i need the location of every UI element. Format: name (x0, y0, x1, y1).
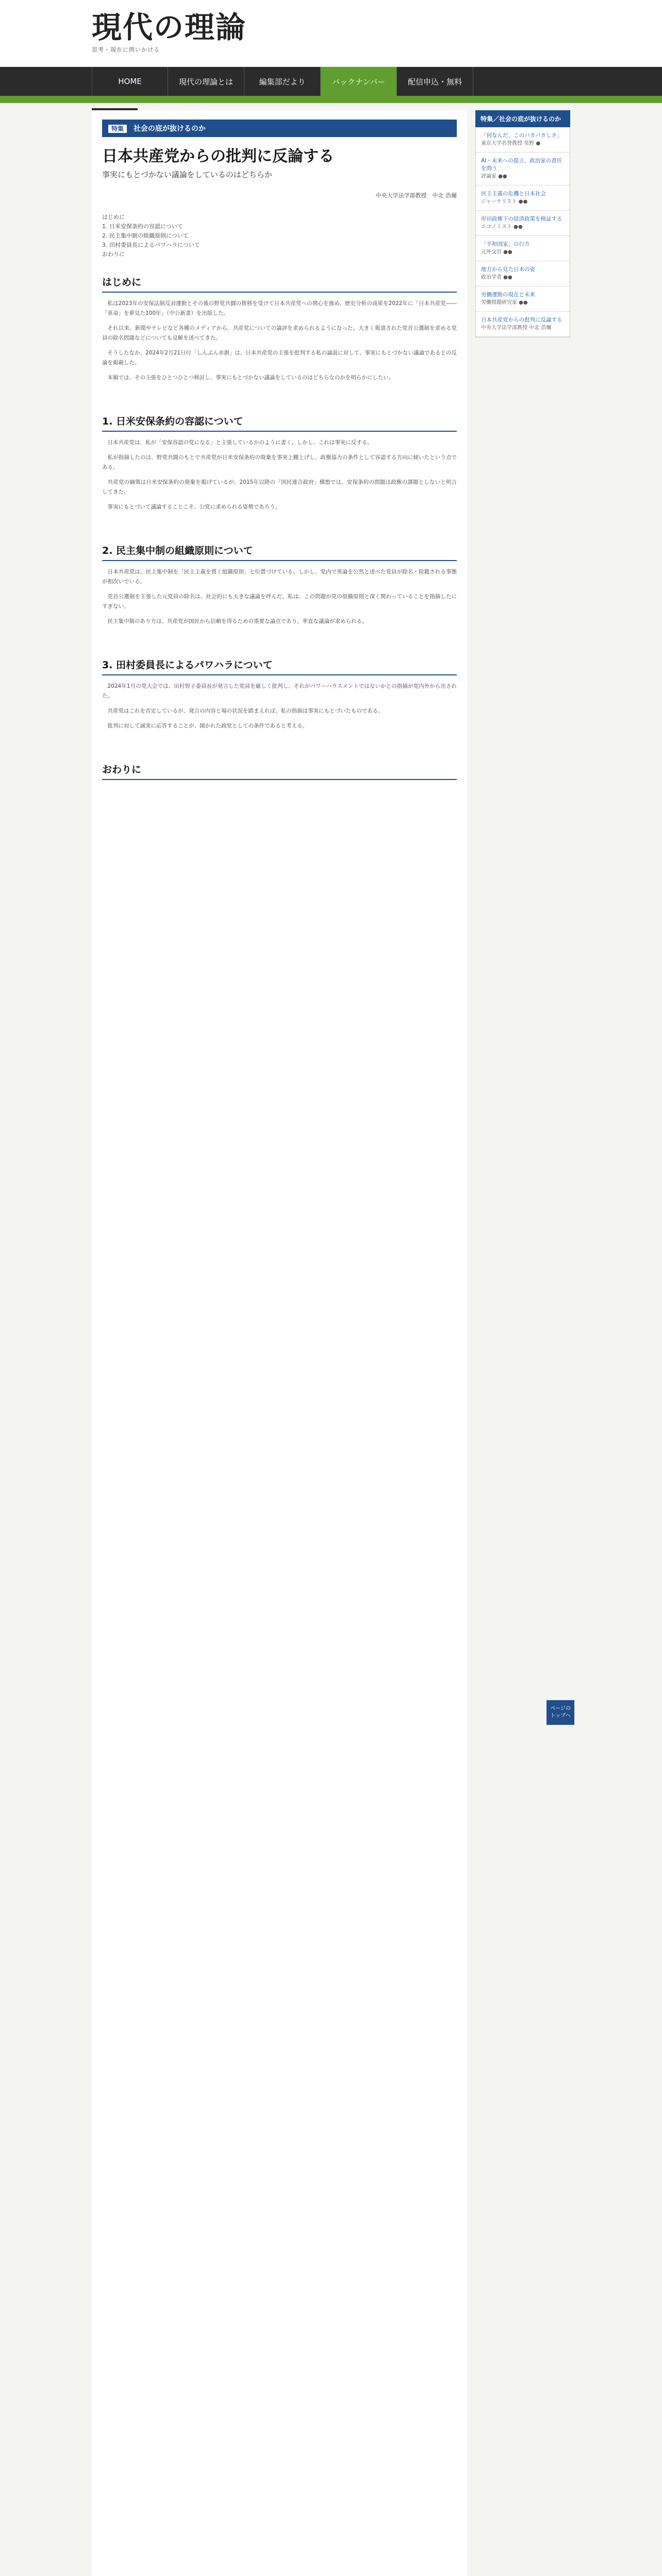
paragraph: 日本共産党は、私が「安保容認の党になる」と主張しているかのように書く。しかし、これは事実に反する。 (107, 439, 373, 446)
nav-subscribe[interactable]: 配信申込・無料 (397, 67, 473, 96)
paragraph: 本稿では、その主張をひとつひとつ検討し、事実にもとづかない議論をしているのはどちらなのかを明らかにしたい。 (107, 375, 394, 381)
paragraph: 批判に対して誠実に応答することが、開かれた政党としての条件であると考える。 (107, 723, 308, 729)
sidebar-item[interactable] (476, 211, 570, 236)
sidebar-item[interactable] (476, 185, 570, 211)
section-heading: 1. 日米安保条約の容認について (102, 414, 457, 432)
paragraph: 民主集中制のあり方は、共産党が国民から信頼を得るための重要な論点であり、率直な議論が求められる。 (107, 618, 368, 624)
paragraph: 党首公選制を主張した元党員の除名は、社会的にも大きな議論を呼んだ。私は、この問題が党の組織原則と深く関わっていることを指摘したにすぎない。 (102, 594, 457, 609)
sidebar-item-title[interactable]: 岸田政権下の経済政策を検証する (481, 216, 562, 222)
main-nav (0, 67, 662, 96)
site-logo[interactable] (92, 11, 246, 53)
sidebar-item-title[interactable]: 「平和国家」の行方 (481, 241, 530, 247)
logo-subtitle: 思考・現在に問いかける (92, 46, 160, 53)
section-heading: おわりに (102, 762, 457, 780)
sidebar-item-author: 評論家 ●● (481, 174, 507, 179)
sidebar-item-title[interactable]: 地方から見た日本の姿 (481, 266, 535, 273)
paragraph: 私が指摘したのは、野党共闘のもとで共産党が日米安保条約の廃棄を事実上棚上げし、政権協力の条件として容認する方向に傾いたという点である。 (102, 454, 457, 470)
sidebar-item-author: ジャーナリスト ●● (481, 199, 528, 205)
sidebar-item[interactable] (476, 236, 570, 261)
article-title: 日本共産党からの批判に反論する (102, 147, 334, 165)
sidebar-item-author: 中央大学法学部教授 中北 浩爾 (481, 325, 552, 331)
sidebar-item[interactable] (476, 286, 570, 312)
paragraph: 共産党の綱領は日米安保条約の廃棄を掲げているが、2015年以降の「国民連合政府」構想では、安保条約の問題は政権の課題としないと明言してきた。 (102, 479, 457, 495)
site-header (0, 0, 662, 67)
sidebar-item-author: 政治学者 ●● (481, 275, 512, 280)
article-author: 中央大学法学部教授 中北 浩爾 (375, 192, 457, 199)
toc-item[interactable]: おわりに (102, 251, 125, 258)
sidebar-item-title[interactable]: AI・未来への提言、政治家の責任を問う (481, 158, 562, 172)
sidebar-item-title[interactable]: 日本共産党からの批判に反論する (481, 317, 562, 323)
sidebar-item-author: エコノミスト ●● (481, 224, 523, 230)
feature-title[interactable]: 社会の底が抜けるのか (133, 125, 206, 133)
sidebar-item-title[interactable]: 労働運動の現在と未来 (481, 292, 535, 298)
paragraph: それ以来、新聞やテレビなど各種のメディアから、共産党についての論評を求められるようになった。大きく報道された党首公選制を求める党員の除名問題などについても見解を述べてきた。 (102, 325, 457, 341)
toc-item[interactable]: 2. 民主集中制の組織原則について (102, 232, 189, 239)
nav-about[interactable]: 現代の理論とは (168, 67, 244, 96)
paragraph: 私は2023年の安保法制反対運動とその後の野党共闘の推移を受けて日本共産党への関心を強め、歴史分析の成果を2022年に「日本共産党――「革命」を夢見た100年」（中公新書）を出版した。 (102, 300, 457, 316)
section-heading: はじめに (102, 275, 457, 293)
sidebar-item-author: 元外交官 ●● (481, 249, 512, 255)
sidebar-item-author: 労働問題研究家 ●● (481, 300, 528, 306)
accent-strip (0, 96, 662, 103)
sidebar-item[interactable] (476, 152, 570, 185)
logo-title: 現代の理論 (92, 10, 247, 45)
paragraph: 日本共産党は、民主集中制を「民主主義を貫く組織原則」と位置づけている。しかし、党内で異論を公然と述べた党員が除名・除籍される事態が相次いでいる。 (102, 569, 457, 585)
section-heading: 3. 田村委員長によるパワハラについて (102, 657, 457, 675)
toc-item[interactable]: はじめに (102, 214, 125, 221)
sidebar (475, 110, 570, 337)
page-top-button[interactable]: ページの トップへ (547, 1700, 574, 1725)
nav-home[interactable]: HOME (92, 67, 168, 96)
article-main (92, 110, 467, 2576)
feature-tag-bar (102, 120, 457, 137)
paragraph: 共産党はこれを否定しているが、発言の内容と場の状況を踏まえれば、私の指摘は事実にもとづいたものである。 (107, 708, 384, 714)
article-subtitle: 事実にもとづかない議論をしているのはどちらか (102, 170, 272, 179)
sidebar-item-title[interactable]: 民主主義の危機と日本社会 (481, 191, 546, 197)
paragraph: そうしたなか、2024年2月21日付「しんぶん赤旗」は、日本共産党の主張を批判する私の論説に対して、事実にもとづかない議論であるとの反論を掲載した。 (102, 350, 457, 366)
sidebar-item[interactable] (476, 312, 570, 337)
sidebar-list (475, 127, 570, 337)
paragraph: 事実にもとづいて議論することこそ、公党に求められる姿勢であろう。 (107, 504, 281, 510)
sidebar-heading: 特集／社会の底が抜けるのか (475, 110, 570, 127)
toc-item[interactable]: 1. 日米安保条約の容認について (102, 223, 183, 230)
nav-backnumber[interactable]: バックナンバー (321, 67, 397, 96)
section-heading: 2. 民主集中制の組織原則について (102, 543, 457, 561)
nav-editorial[interactable]: 編集部だより (244, 67, 321, 96)
sidebar-item[interactable] (476, 127, 570, 152)
feature-label: 特集 (108, 125, 127, 133)
sidebar-item-author: 東京大学名誉教授 星野 ● (481, 141, 541, 146)
paragraph: 2024年1月の党大会では、田村智子委員長が発言した党員を厳しく批判し、それがパワーハラスメントではないかとの指摘が党内外から出された。 (102, 683, 457, 699)
toc-item[interactable]: 3. 田村委員長によるパワハラについて (102, 242, 200, 248)
sidebar-item-title[interactable]: 「何なんだ、このバカバカしさ」 (481, 132, 562, 139)
sidebar-item[interactable] (476, 261, 570, 286)
table-of-contents (102, 213, 457, 259)
